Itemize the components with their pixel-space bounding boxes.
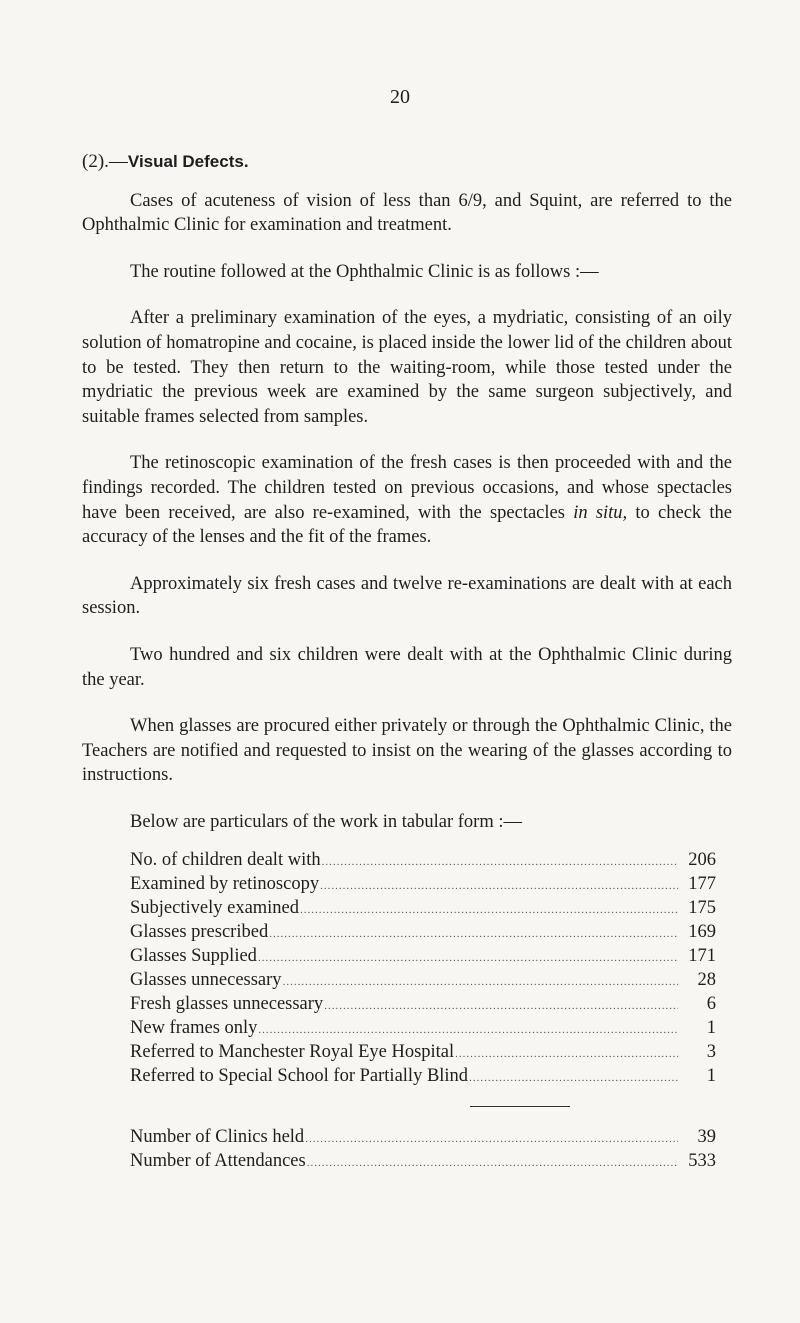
dot-leader [305, 1127, 678, 1152]
dot-leader [320, 874, 678, 899]
row-label: Glasses Supplied [130, 946, 257, 967]
particulars-table [130, 848, 716, 1173]
row-label: Subjectively examined [130, 898, 300, 919]
paragraph-table-intro: Below are particulars of the work in tabular form :— [130, 811, 522, 832]
paragraph-routine-intro: The routine followed at the Ophthalmic Clinic is as follows :— [130, 261, 599, 282]
table-row [130, 848, 716, 872]
row-value: 171 [688, 946, 716, 967]
row-value: 1 [706, 1066, 716, 1087]
retinoscopic-text-start: The retinoscopic examination of the fresh cases is then proceeded with and the findings recorded. The children tested on previous occasions, and whose spectacles have been received, are also re-examined, with the spectacles [82, 453, 732, 523]
retinoscopic-text-end: to check the accuracy of the lenses and the fit of the frames. [82, 502, 733, 548]
row-label: Glasses prescribed [130, 922, 269, 943]
page-body [82, 150, 732, 1173]
table-row [130, 968, 716, 992]
row-value: 6 [706, 994, 716, 1015]
paragraph-preliminary-exam: After a preliminary examination of the eyes, a mydriatic, consisting of an oily solution of homatropine and cocaine, is placed inside the lower lid of the children about to be tested. They then return to the waiting-room, while those tested under the mydriatic the previous week are examined by the same surgeon subjectively, and suitable frames selected from samples. [82, 308, 732, 427]
paragraph-retinoscopic-exam [82, 451, 732, 549]
dot-leader [455, 1042, 678, 1067]
table-row [130, 1040, 716, 1064]
dot-leader [283, 970, 678, 995]
table-row [130, 1125, 716, 1149]
row-label: Number of Clinics held [130, 1127, 305, 1148]
section-number: (2).— [82, 151, 128, 172]
row-value: 175 [688, 898, 716, 919]
row-label: No. of children dealt with [130, 850, 321, 871]
row-value: 28 [697, 970, 716, 991]
row-value: 3 [706, 1042, 716, 1063]
dot-leader [324, 994, 678, 1019]
table-row [130, 992, 716, 1016]
row-label: Glasses unnecessary [130, 970, 282, 991]
dot-leader [300, 898, 678, 923]
row-label: Referred to Special School for Partially Blind [130, 1066, 469, 1087]
dot-leader [258, 1018, 678, 1043]
dot-leader [258, 946, 678, 971]
paragraph-session-count: Approximately six fresh cases and twelve re-examinations are dealt with at each session. [82, 573, 732, 619]
row-value: 1 [706, 1018, 716, 1039]
in-situ-italic: in situ, [573, 502, 628, 523]
table-row [130, 1149, 716, 1173]
dot-leader [322, 850, 678, 875]
row-value: 206 [688, 850, 716, 871]
table-row [130, 920, 716, 944]
row-value: 169 [688, 922, 716, 943]
section-heading [82, 150, 732, 175]
table-row [130, 872, 716, 896]
page-number: 20 [390, 86, 410, 108]
row-label: Examined by retinoscopy [130, 874, 320, 895]
row-label: Referred to Manchester Royal Eye Hospital [130, 1042, 455, 1063]
row-value: 533 [688, 1151, 716, 1172]
row-value: 39 [697, 1127, 716, 1148]
row-label: Fresh glasses unnecessary [130, 994, 324, 1015]
dot-leader [307, 1151, 678, 1176]
table-row [130, 1064, 716, 1088]
section-title: Visual Defects. [127, 152, 249, 171]
paragraph-children-total: Two hundred and six children were dealt with at the Ophthalmic Clinic during the year. [82, 644, 732, 690]
table-row [130, 944, 716, 968]
paragraph-glasses-procured: When glasses are procured either privately or through the Ophthalmic Clinic, the Teachers are notified and requested to insist on the wearing of the glasses according to instructions. [82, 716, 732, 786]
table-row [130, 896, 716, 920]
table-row [130, 1016, 716, 1040]
dot-leader [269, 922, 678, 947]
row-label: Number of Attendances [130, 1151, 306, 1172]
dot-leader [469, 1066, 678, 1091]
row-value: 177 [688, 874, 716, 895]
divider-rule [470, 1106, 570, 1107]
row-label: New frames only [130, 1018, 258, 1039]
paragraph-referral: Cases of acuteness of vision of less than 6/9, and Squint, are referred to the Ophthalmic Clinic for examination and treatment. [82, 190, 732, 236]
